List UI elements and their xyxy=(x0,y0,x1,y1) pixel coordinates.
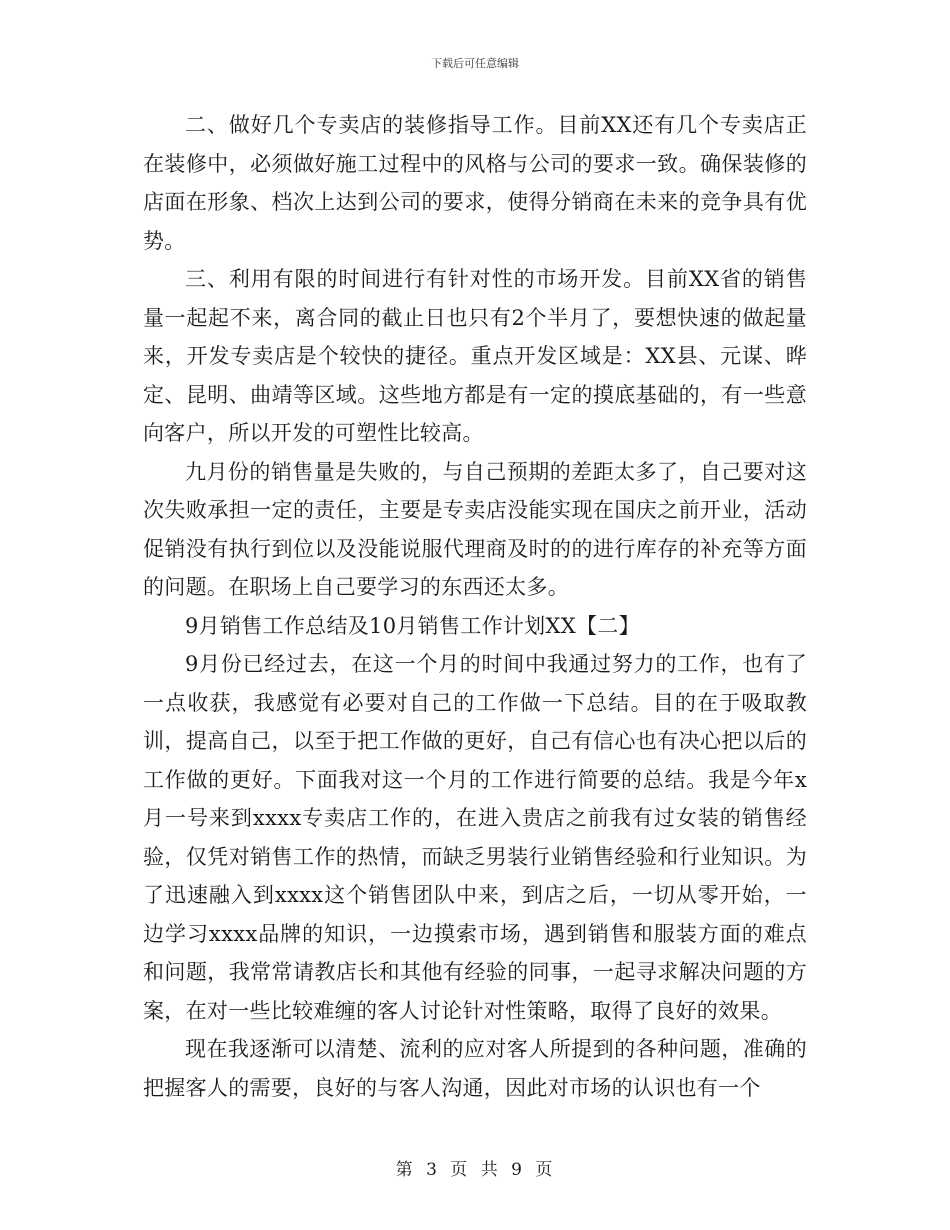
paragraph-4: 9月份已经过去，在这一个月的时间中我通过努力的工作，也有了一点收获，我感觉有必要对自己的工作做一下总结。目的在于吸取教训，提高自己，以至于把工作做的更好，自己有信心也有决心把以后的工作做的更好。下面我对这一个月的工作进行简要的总结。我是今年x月一号来到xxxx专卖店工作的，在进入贵店之前我有过女装的销售经验，仅凭对销售工作的热情，而缺乏男装行业销售经验和行业知识。为了迅速融入到xxxx这个销售团队中来，到店之后，一切从零开始，一边学习xxxx品牌的知识，一边摸索市场，遇到销售和服装方面的难点和问题，我常常请教店长和其他有经验的同事，一起寻求解决问题的方案，在对一些比较难缠的客人讨论针对性策略，取得了良好的效果。 xyxy=(143,652,807,1023)
page-number-footer: 第 3 页 共 9 页 xyxy=(395,1160,555,1180)
document-body xyxy=(143,106,807,1107)
paragraph-5: 现在我逐渐可以清楚、流利的应对客人所提到的各种问题，准确的把握客人的需要，良好的与客人沟通，因此对市场的认识也有一个 xyxy=(143,1037,807,1100)
paragraph-2: 三、利用有限的时间进行有针对性的市场开发。目前XX省的销售量一起起不来，离合同的截止日也只有2个半月了，要想快速的做起量来，开发专卖店是个较快的捷径。重点开发区域是：XX县、元谋、晔定、昆明、曲靖等区域。这些地方都是有一定的摸底基础的，有一些意向客户，所以开发的可塑性比较高。 xyxy=(143,267,807,445)
page-header-note: 下载后可任意编辑 xyxy=(431,57,519,70)
section-heading: 9月销售工作总结及10月销售工作计划XX【二】 xyxy=(185,613,640,638)
paragraph-1: 二、做好几个专卖店的装修指导工作。目前XX还有几个专卖店正在装修中，必须做好施工过程中的风格与公司的要求一致。确保装修的店面在形象、档次上达到公司的要求，使得分销商在未来的竞争具有优势。 xyxy=(143,113,807,253)
paragraph-3: 九月份的销售量是失败的，与自己预期的差距太多了，自己要对这次失败承担一定的责任，主要是专卖店没能实现在国庆之前开业，活动促销没有执行到位以及没能说服代理商及时的的进行库存的补充等方面的问题。在职场上自己要学习的东西还太多。 xyxy=(143,459,807,599)
